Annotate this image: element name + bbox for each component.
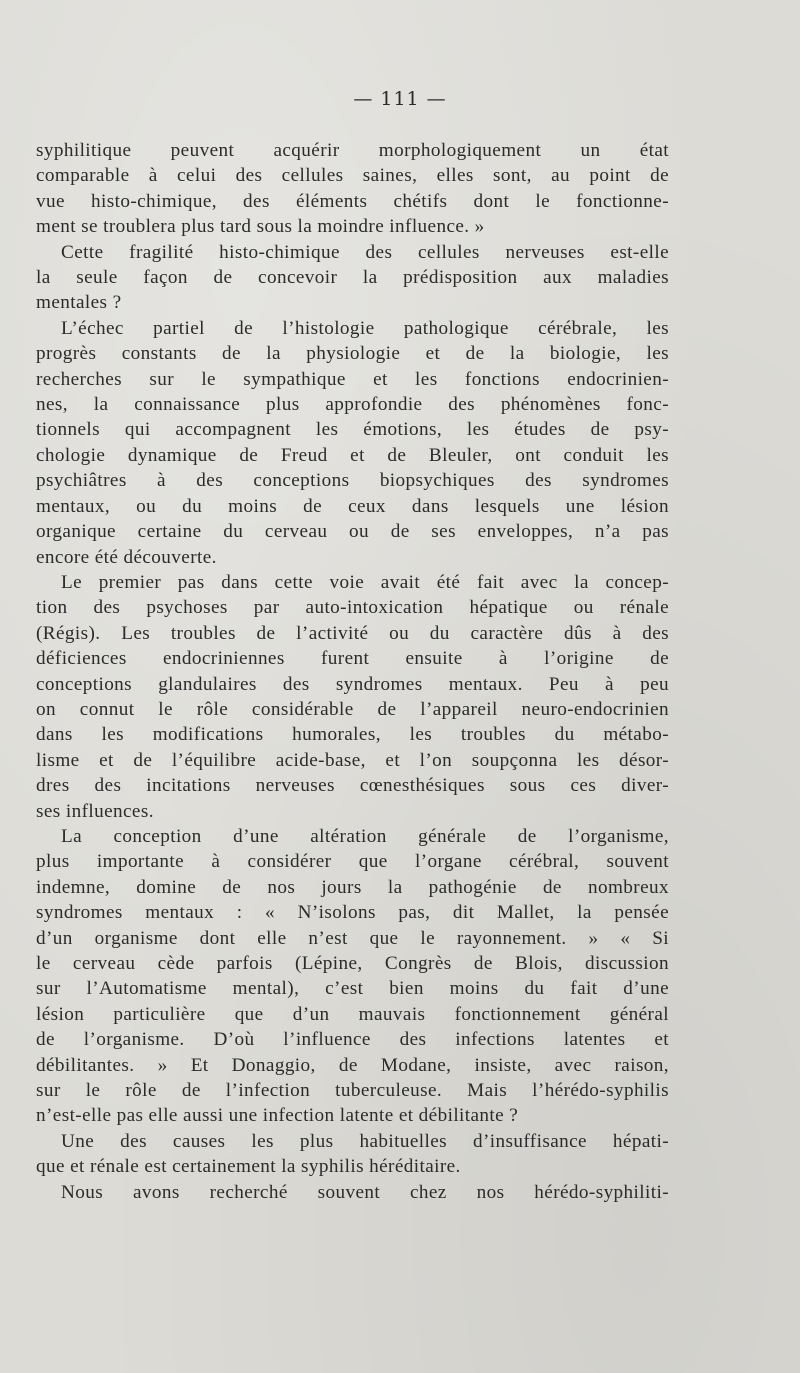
text-line: chologie dynamique de Freud et de Bleuler, ont conduit les xyxy=(36,444,669,466)
text-line: que et rénale est certainement la syphilis héréditaire. xyxy=(36,1156,461,1178)
text-line: mentaux, ou du moins de ceux dans lesquels une lésion xyxy=(36,495,669,517)
text-line: recherches sur le sympathique et les fonctions endocrinien- xyxy=(36,368,669,390)
text-line: d’un organisme dont elle n’est que le rayonnement. » « Si xyxy=(36,927,669,949)
text-line: psychiâtres à des conceptions biopsychiques des syndromes xyxy=(36,470,669,492)
text-line: vue histo-chimique, des éléments chétifs dont le fonctionne- xyxy=(36,190,669,212)
text-line: tionnels qui accompagnent les émotions, les études de psy- xyxy=(36,419,669,441)
text-line: dans les modifications humorales, les troubles du métabo- xyxy=(36,724,669,746)
text-line: sur l’Automatisme mental), c’est bien moins du fait d’une xyxy=(36,978,669,1000)
text-line: (Régis). Les troubles de l’activité ou du caractère dûs à des xyxy=(36,622,669,644)
text-line: comparable à celui des cellules saines, elles sont, au point de xyxy=(36,165,669,187)
text-line: le cerveau cède parfois (Lépine, Congrès de Blois, discussion xyxy=(36,953,669,974)
text-line: Le premier pas dans cette voie avait été fait avec la concep- xyxy=(61,571,669,593)
text-line: nes, la connaissance plus approfondie des phénomènes fonc- xyxy=(36,394,669,416)
text-line: ses influences. xyxy=(36,800,154,822)
text-line: Cette fragilité histo-chimique des cellules nerveuses est-elle xyxy=(61,241,669,263)
text-line: organique certaine du cerveau ou de ses enveloppes, n’a pas xyxy=(36,521,669,543)
text-line: encore été découverte. xyxy=(36,546,217,568)
body-text xyxy=(36,138,669,1205)
text-line: mentales ? xyxy=(36,292,122,314)
text-line: plus importante à considérer que l’organe cérébral, souvent xyxy=(36,851,669,873)
text-line: La conception d’une altération générale de l’organisme, xyxy=(61,825,669,847)
text-line: la seule façon de concevoir la prédisposition aux maladies xyxy=(36,267,669,289)
text-line: indemne, domine de nos jours la pathogénie de nombreux xyxy=(36,876,669,898)
text-line: tion des psychoses par auto-intoxication hépatique ou rénale xyxy=(36,597,669,619)
text-line: dres des incitations nerveuses cœnesthésiques sous ces diver- xyxy=(36,775,669,797)
text-line: L’échec partiel de l’histologie pathologique cérébrale, les xyxy=(61,317,669,339)
text-line: déficiences endocriniennes furent ensuite à l’origine de xyxy=(36,648,669,670)
text-line: Nous avons recherché souvent chez nos hérédo-syphiliti- xyxy=(61,1181,669,1203)
page-number: — 111 — xyxy=(353,88,447,110)
text-line: progrès constants de la physiologie et de la biologie, les xyxy=(36,343,669,365)
text-line: syphilitique peuvent acquérir morphologiquement un état xyxy=(36,140,669,161)
text-line: débilitantes. » Et Donaggio, de Modane, insiste, avec raison, xyxy=(36,1054,669,1076)
text-line: sur le rôle de l’infection tuberculeuse. Mais l’hérédo-syphilis xyxy=(36,1080,669,1102)
text-line: lésion particulière que d’un mauvais fonctionnement général xyxy=(36,1003,669,1025)
text-line: conceptions glandulaires des syndromes mentaux. Peu à peu xyxy=(36,673,669,695)
text-line: de l’organisme. D’où l’influence des infections latentes et xyxy=(36,1029,669,1051)
text-line: syndromes mentaux : « N’isolons pas, dit Mallet, la pensée xyxy=(36,902,669,924)
text-line: on connut le rôle considérable de l’appareil neuro-endocrinien xyxy=(36,698,669,720)
text-line: ment se troublera plus tard sous la moindre influence. » xyxy=(36,216,485,238)
text-line: Une des causes les plus habituelles d’insuffisance hépati- xyxy=(61,1130,669,1152)
text-line: lisme et de l’équilibre acide-base, et l’on soupçonna les désor- xyxy=(36,749,669,771)
text-line: n’est-elle pas elle aussi une infection latente et débilitante ? xyxy=(36,1105,519,1127)
